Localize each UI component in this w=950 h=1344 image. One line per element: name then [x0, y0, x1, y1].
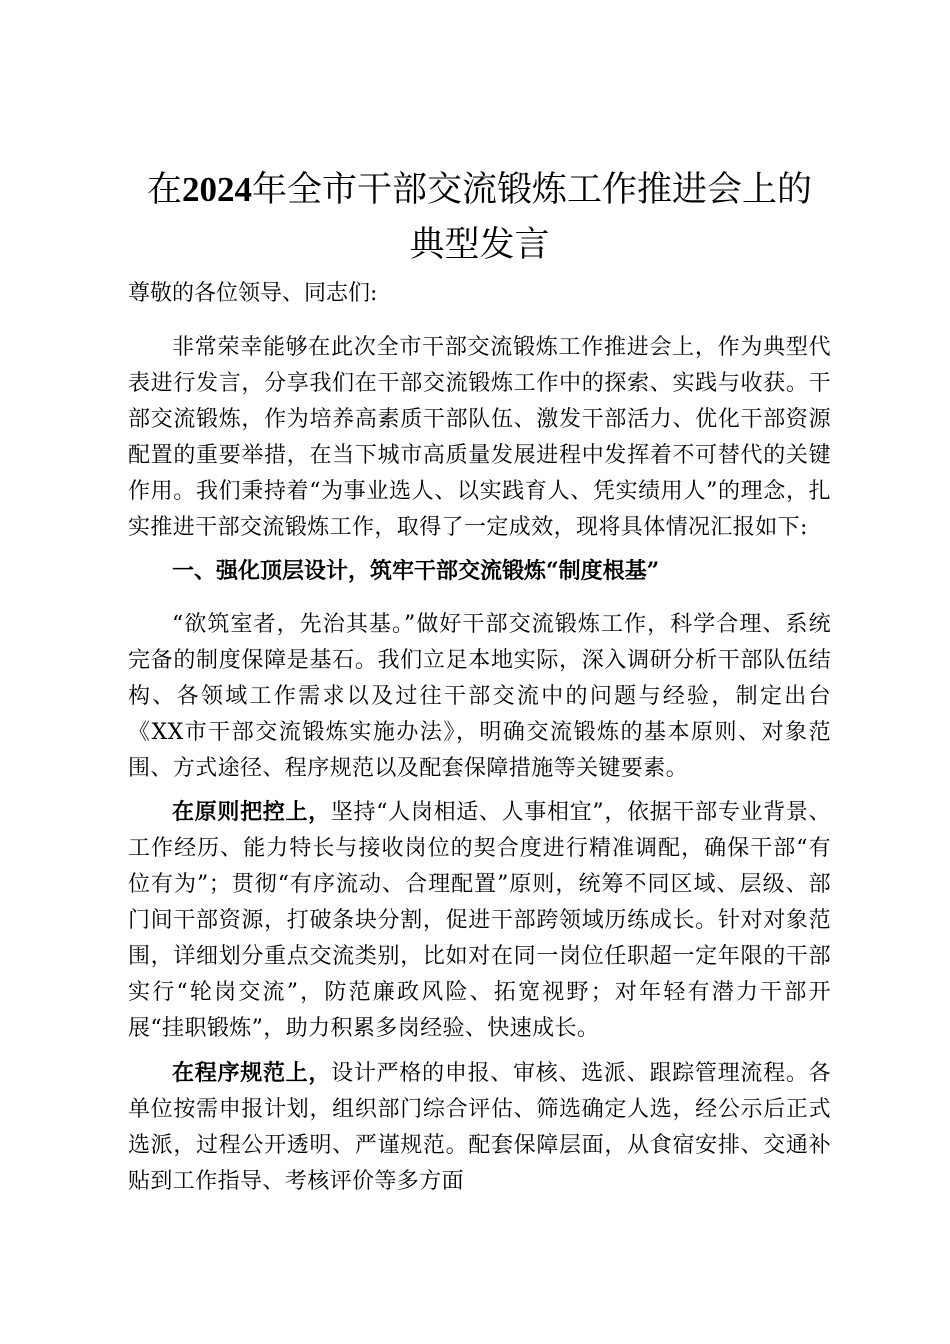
procedure-paragraph [128, 1055, 831, 1200]
intro-paragraph: 非常荣幸能够在此次全市干部交流锻炼工作推进会上，作为典型代表进行发言，分享我们在干部交流锻炼工作中的探索、实践与收获。干部交流锻炼，作为培养高素质干部队伍、激发干部活力、优化干部资源配置的重要举措，在当下城市高质量发展进程中发挥着不可替代的关键作用。我们秉持着“为事业选人、以实践育人、凭实绩用人”的理念，扎实推进干部交流锻炼工作，取得了一定成效，现将具体情况汇报如下: [128, 335, 831, 540]
principle-lead: 在原则把控上， [172, 799, 331, 825]
title-line2: 典型发言 [409, 225, 550, 265]
principle-paragraph [128, 794, 831, 1047]
section1-paragraph: “欲筑室者，先治其基。”做好干部交流锻炼工作，科学合理、系统完备的制度保障是基石。我们立足本地实际，深入调研分析干部队伍结构、各领域工作需求以及过往干部交流中的问题与经验，制定出台《XX市干部交流锻炼实施办法》，明确交流锻炼的基本原则、对象范围、方式途径、程序规范以及配套保障措施等关键要素。 [128, 612, 831, 781]
title-line1-rest: 年全市干部交流锻炼工作推进会上的 [252, 170, 813, 210]
salutation: 尊敬的各位领导、同志们: [128, 281, 378, 306]
document-title [128, 162, 831, 273]
procedure-lead: 在程序规范上， [172, 1060, 332, 1086]
procedure-text: 设计严格的申报、审核、选派、跟踪管理流程。各单位按需申报计划，组织部门综合评估、筛选确定人选，经公示后正式选派，过程公开透明、严谨规范。配套保障层面，从食宿安排、交通补贴到工作指导、考核评价等多方面 [128, 1061, 831, 1194]
principle-text: 坚持“人岗相适、人事相宜”，依据干部专业背景、工作经历、能力特长与接收岗位的契合度进行精准调配，确保干部“有位有为”；贯彻“有序流动、合理配置”原则，统筹不同区域、层级、部门间干部资源，打破条块分割，促进干部跨领域历练成长。针对对象范围，详细划分重点交流类别，比如对在同一岗位任职超一定年限的干部实行“轮岗交流”，防范廉政风险、拓宽视野；对年轻有潜力干部开展“挂职锻炼”，助力积累多岗经验、快速成长。 [128, 800, 831, 1041]
section1-heading: 一、强化顶层设计，筑牢干部交流锻炼“制度根基” [172, 558, 660, 584]
title-year: 2024 [182, 170, 252, 209]
title-prefix: 在 [146, 170, 182, 210]
